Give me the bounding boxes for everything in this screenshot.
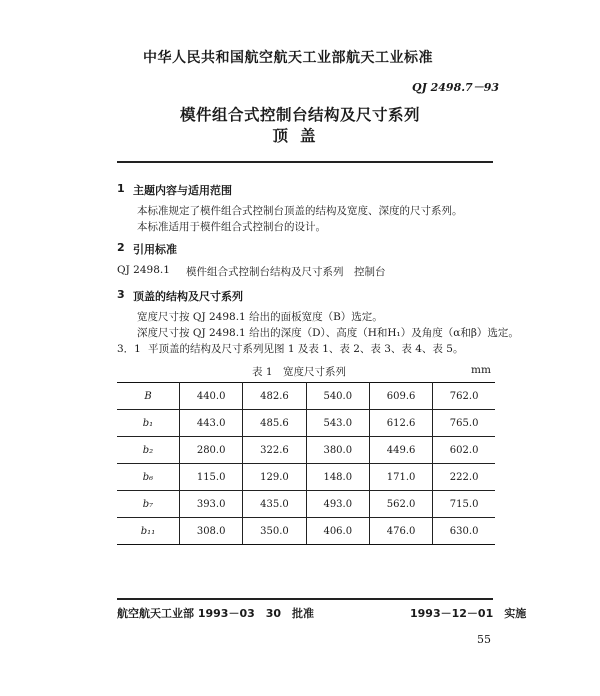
table-cell: 493.0 (306, 491, 369, 518)
table-cell: 715.0 (433, 491, 495, 518)
table-cell: 435.0 (243, 491, 306, 518)
table-cell: 115.0 (180, 464, 243, 491)
section-1-number: 1 (117, 182, 125, 195)
table-cell: 485.6 (243, 410, 306, 437)
approval-line: 航空航天工业部 1993－03 30 批准 (117, 607, 315, 620)
table-cell: 630.0 (433, 518, 495, 545)
table-cell: 543.0 (306, 410, 369, 437)
table-cell: 322.6 (243, 437, 306, 464)
table-cell: 449.6 (369, 437, 432, 464)
table-row (117, 410, 495, 437)
table-cell: 602.0 (433, 437, 495, 464)
document-subtitle: 顶盖 (272, 127, 328, 145)
table-unit: mm (471, 364, 491, 376)
row-label: b₁₁ (117, 518, 180, 545)
header-divider (117, 161, 493, 163)
section-1-title: 主题内容与适用范围 (133, 184, 232, 197)
table-cell: 482.6 (243, 383, 306, 410)
table-cell: 440.0 (180, 383, 243, 410)
table-cell: 562.0 (369, 491, 432, 518)
table-row (117, 464, 495, 491)
row-label: b₇ (117, 491, 180, 518)
section-3-line-1: 宽度尺寸按 QJ 2498.1 给出的面板宽度（B）选定。 (137, 311, 383, 323)
table-cell: 308.0 (180, 518, 243, 545)
table-cell: 171.0 (369, 464, 432, 491)
table-cell: 393.0 (180, 491, 243, 518)
section-1-line-1: 本标准规定了模件组合式控制台顶盖的结构及宽度、深度的尺寸系列。 (137, 205, 463, 217)
table-row (117, 518, 495, 545)
section-3-title: 顶盖的结构及尺寸系列 (133, 290, 243, 303)
table-cell: 443.0 (180, 410, 243, 437)
reference-code: QJ 2498.1 (117, 264, 170, 276)
row-label: b₁ (117, 410, 180, 437)
table-cell: 380.0 (306, 437, 369, 464)
reference-title: 模件组合式控制台结构及尺寸系列 控制台 (186, 266, 386, 278)
table-cell: 476.0 (369, 518, 432, 545)
table-cell: 765.0 (433, 410, 495, 437)
table-cell: 406.0 (306, 518, 369, 545)
table-cell: 129.0 (243, 464, 306, 491)
section-3-line-2: 深度尺寸按 QJ 2498.1 给出的深度（D）、高度（H和H₁）及角度（α和β）选定。 (137, 327, 519, 339)
subsection-3-1-text: 平顶盖的结构及尺寸系列见图 1 及表 1、表 2、表 3、表 4、表 5。 (148, 343, 464, 355)
section-1-line-2: 本标准适用于模件组合式控制台的设计。 (137, 221, 326, 233)
table-cell: 612.6 (369, 410, 432, 437)
table-row (117, 383, 495, 410)
section-3-number: 3 (117, 288, 125, 301)
subsection-3-1-number: 3．1 (117, 343, 141, 355)
table-cell: 540.0 (306, 383, 369, 410)
footer-divider (117, 598, 493, 600)
table-cell: 280.0 (180, 437, 243, 464)
table-cell: 222.0 (433, 464, 495, 491)
table-cell: 609.6 (369, 383, 432, 410)
page-number: 55 (477, 633, 491, 646)
table-cell: 762.0 (433, 383, 495, 410)
table-cell: 148.0 (306, 464, 369, 491)
table-row (117, 437, 495, 464)
table-caption: 表 1 宽度尺寸系列 (252, 366, 347, 378)
document-number: QJ 2498.7－93 (412, 81, 500, 94)
table-row (117, 491, 495, 518)
section-2-title: 引用标准 (133, 243, 177, 256)
table-cell: 350.0 (243, 518, 306, 545)
row-label: b₂ (117, 437, 180, 464)
document-title: 模件组合式控制台结构及尺寸系列 (179, 106, 420, 124)
issuer-heading: 中华人民共和国航空航天工业部航天工业标准 (143, 50, 433, 66)
implementation-line: 1993－12－01 实施 (410, 607, 527, 620)
row-label: B (117, 383, 180, 410)
section-2-number: 2 (117, 241, 125, 254)
width-dimension-table (117, 382, 495, 545)
row-label: b₆ (117, 464, 180, 491)
